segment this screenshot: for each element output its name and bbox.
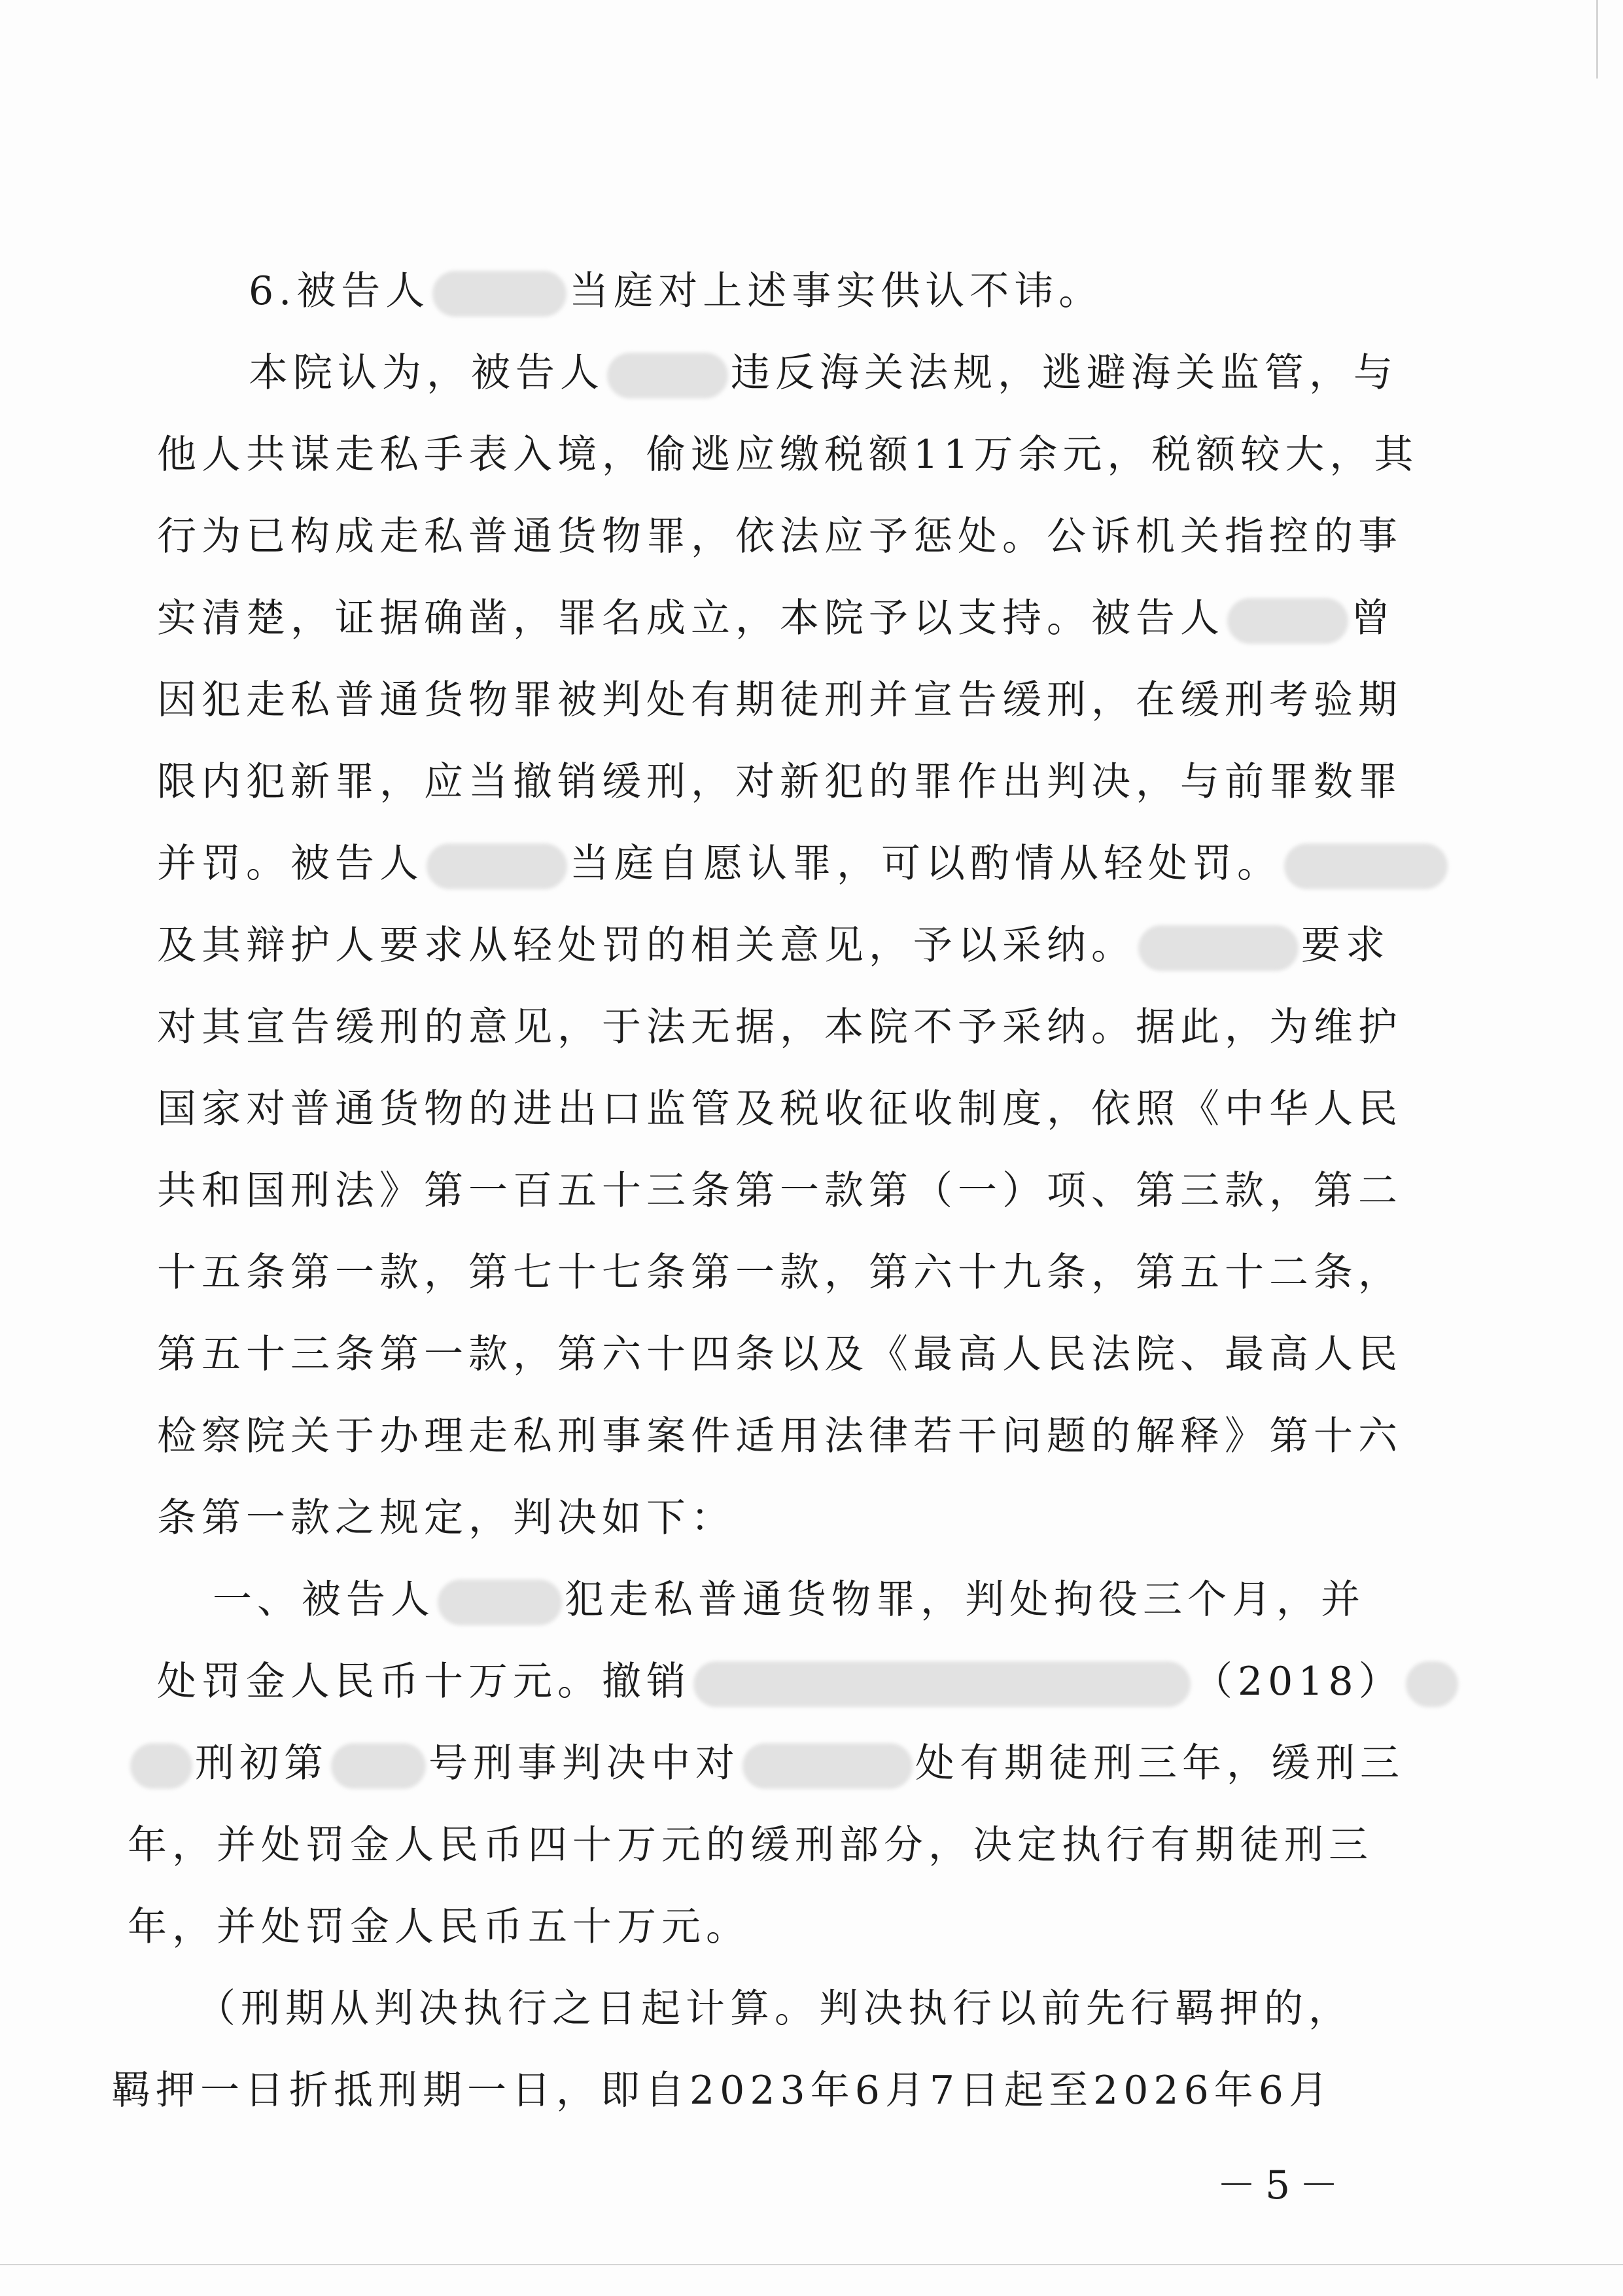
- text-segment: 年，并处罚金人民币四十万元的缓刑部分，决定执行有期徒刑三: [128, 1822, 1373, 1868]
- text-segment: （刑期从判决执行之日起计算。判决执行以前先行羁押的，: [196, 1986, 1353, 2032]
- text-segment: 曾: [1351, 595, 1395, 641]
- redaction-mark: [130, 1743, 192, 1789]
- page-number: －5－: [1217, 2163, 1348, 2208]
- redaction-mark: [742, 1743, 913, 1789]
- text-segment: 条第一款之规定，判决如下：: [157, 1495, 735, 1541]
- text-line: [213, 1574, 1365, 1626]
- text-segment: 犯走私普通货物罪，判处拘役三个月，并: [565, 1577, 1365, 1623]
- redaction-mark: [1138, 925, 1299, 971]
- text-segment: 羁押一日折抵刑期一日，即自2023年6月7日起至2026年6月: [111, 2068, 1333, 2113]
- text-line: [157, 674, 1403, 726]
- text-segment: 一、被告人: [213, 1577, 435, 1623]
- redaction-mark: [1227, 598, 1348, 644]
- text-line: [157, 1083, 1403, 1135]
- text-line: [157, 592, 1395, 645]
- text-segment: 国家对普通货物的进出口监管及税收征收制度，依照《中华人民: [157, 1086, 1403, 1132]
- text-segment: 本院认为，被告人: [249, 350, 604, 396]
- text-line: [157, 756, 1403, 808]
- redaction-mark: [432, 271, 567, 317]
- redaction-mark: [1284, 843, 1448, 889]
- text-segment: 对其宣告缓刑的意见，于法无据，本院不予采纳。据此，为维护: [157, 1004, 1403, 1050]
- redaction-mark: [427, 843, 567, 889]
- redaction-mark: [331, 1743, 426, 1789]
- text-segment: 共和国刑法》第一百五十三条第一款第（一）项、第三款，第二: [157, 1168, 1403, 1214]
- scan-edge-mark: [0, 2264, 1623, 2265]
- text-line: [157, 1246, 1403, 1299]
- text-line: [157, 429, 1418, 481]
- text-line: [128, 1819, 1373, 1871]
- text-segment: 刑初第: [195, 1740, 328, 1786]
- text-segment: 要求: [1301, 923, 1390, 968]
- redaction-mark: [438, 1580, 562, 1625]
- text-line: [157, 1492, 735, 1544]
- text-line: [157, 1655, 1461, 1708]
- text-line: [249, 265, 1103, 317]
- text-segment: 违反海关法规，逃避海关监管，与: [731, 350, 1398, 396]
- text-segment: 第五十三条第一款，第六十四条以及《最高人民法院、最高人民: [157, 1332, 1403, 1377]
- text-segment: 处罚金人民币十万元。撤销: [157, 1659, 691, 1704]
- text-segment: 并罚。被告人: [157, 841, 424, 887]
- redaction-mark: [1406, 1661, 1458, 1707]
- text-segment: 他人共谋走私手表入境，偷逃应缴税额11万余元，税额较大，其: [157, 432, 1419, 478]
- text-segment: 及其辩护人要求从轻处罚的相关意见，予以采纳。: [157, 923, 1136, 968]
- text-line: [157, 1328, 1403, 1381]
- text-segment: 处有期徒刑三年，缓刑三: [915, 1740, 1405, 1786]
- text-segment: 实清楚，证据确凿，罪名成立，本院予以支持。被告人: [157, 595, 1225, 641]
- redaction-mark: [607, 353, 728, 398]
- text-line: [157, 1165, 1403, 1217]
- text-segment: 因犯走私普通货物罪被判处有期徒刑并宣告缓刑，在缓刑考验期: [157, 677, 1403, 723]
- text-segment: 号刑事判决中对: [428, 1740, 740, 1786]
- redaction-mark: [693, 1661, 1191, 1707]
- scan-edge-mark: [1596, 0, 1598, 79]
- text-line: [157, 1410, 1403, 1462]
- text-segment: 检察院关于办理走私刑事案件适用法律若干问题的解释》第十六: [157, 1413, 1403, 1459]
- text-line: [111, 2064, 1333, 2117]
- text-segment: 当庭对上述事实供认不讳。: [569, 268, 1104, 314]
- text-line: [157, 919, 1390, 972]
- text-line: [157, 1001, 1403, 1053]
- text-line: [249, 347, 1398, 399]
- text-line: [157, 510, 1403, 563]
- text-segment: 行为已构成走私普通货物罪，依法应予惩处。公诉机关指控的事: [157, 514, 1403, 559]
- text-segment: 6.被告人: [249, 268, 430, 314]
- text-segment: 限内犯新罪，应当撤销缓刑，对新犯的罪作出判决，与前罪数罪: [157, 759, 1403, 805]
- text-segment: 年，并处罚金人民币五十万元。: [128, 1904, 750, 1950]
- text-segment: 当庭自愿认罪，可以酌情从轻处罚。: [570, 841, 1282, 887]
- text-line: [128, 1901, 750, 1953]
- text-line: [157, 838, 1450, 890]
- text-line: [196, 1983, 1353, 2035]
- text-segment: （2018）: [1193, 1659, 1403, 1704]
- text-line: [128, 1737, 1405, 1790]
- text-segment: 十五条第一款，第七十七条第一款，第六十九条，第五十二条，: [157, 1250, 1403, 1296]
